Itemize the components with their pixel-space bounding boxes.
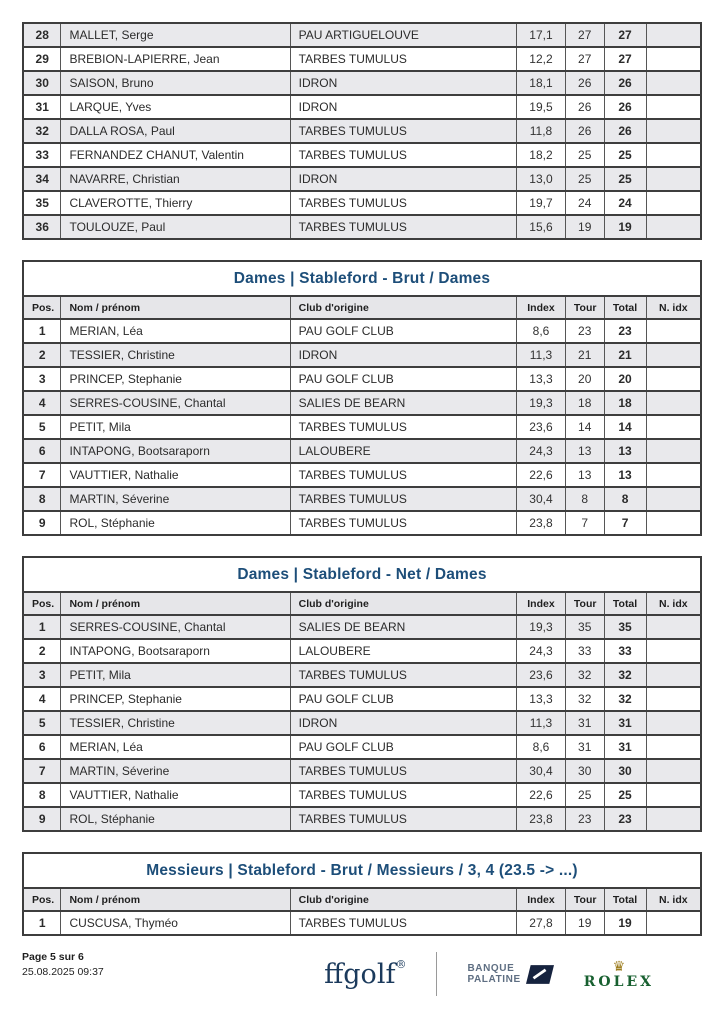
col-header-index: Index [517, 888, 566, 911]
cell-club: IDRON [290, 167, 516, 191]
cell-name: TOULOUZE, Paul [61, 215, 290, 239]
col-header-name: Nom / prénom [61, 592, 290, 615]
table-block-messieurs-brut [22, 852, 702, 936]
cell-nidx [646, 367, 701, 391]
cell-name: PRINCEP, Stephanie [61, 687, 290, 711]
results-table-dames-net [22, 591, 702, 832]
cell-club: LALOUBERE [290, 639, 516, 663]
footer-divider [436, 952, 437, 996]
cell-club: PAU GOLF CLUB [290, 367, 516, 391]
cell-total: 32 [604, 663, 646, 687]
cell-name: ROL, Stéphanie [61, 807, 290, 831]
cell-pos: 8 [23, 783, 61, 807]
cell-nidx [646, 95, 701, 119]
col-header-club: Club d'origine [290, 592, 516, 615]
cell-nidx [646, 319, 701, 343]
header-row [23, 888, 701, 911]
cell-club: TARBES TUMULUS [290, 783, 516, 807]
cell-pos: 4 [23, 391, 61, 415]
cell-name: MARTIN, Séverine [61, 487, 290, 511]
cell-total: 31 [604, 711, 646, 735]
cell-tour: 26 [565, 71, 604, 95]
table-row [23, 511, 701, 535]
table-row [23, 487, 701, 511]
cell-club: SALIES DE BEARN [290, 615, 516, 639]
cell-nidx [646, 167, 701, 191]
cell-tour: 31 [565, 735, 604, 759]
table-row [23, 783, 701, 807]
cell-name: PETIT, Mila [61, 663, 290, 687]
cell-index: 22,6 [517, 463, 566, 487]
cell-index: 11,3 [517, 711, 566, 735]
cell-club: PAU ARTIGUELOUVE [290, 23, 516, 47]
cell-total: 20 [604, 367, 646, 391]
cell-total: 7 [604, 511, 646, 535]
cell-tour: 8 [565, 487, 604, 511]
cell-pos: 5 [23, 415, 61, 439]
cell-index: 23,8 [517, 511, 566, 535]
cell-name: MALLET, Serge [61, 23, 290, 47]
cell-total: 23 [604, 807, 646, 831]
table-row [23, 23, 701, 47]
cell-name: LARQUE, Yves [61, 95, 290, 119]
col-header-tour: Tour [565, 888, 604, 911]
cell-name: MARTIN, Séverine [61, 759, 290, 783]
cell-club: IDRON [290, 71, 516, 95]
cell-tour: 35 [565, 615, 604, 639]
cell-tour: 32 [565, 687, 604, 711]
cell-name: BREBION-LAPIERRE, Jean [61, 47, 290, 71]
cell-tour: 26 [565, 119, 604, 143]
cell-nidx [646, 119, 701, 143]
table-row [23, 463, 701, 487]
table-row [23, 167, 701, 191]
cell-club: TARBES TUMULUS [290, 511, 516, 535]
cell-club: PAU GOLF CLUB [290, 735, 516, 759]
table-row [23, 391, 701, 415]
banque-palatine-flag-icon [526, 965, 554, 984]
cell-index: 19,7 [517, 191, 566, 215]
table-row [23, 119, 701, 143]
cell-club: TARBES TUMULUS [290, 463, 516, 487]
cell-nidx [646, 391, 701, 415]
cell-total: 23 [604, 319, 646, 343]
table-block-dames-net [22, 556, 702, 832]
cell-nidx [646, 71, 701, 95]
col-header-nidx: N. idx [646, 888, 701, 911]
results-table-messieurs-brut [22, 887, 702, 936]
cell-pos: 34 [23, 167, 61, 191]
cell-name: SAISON, Bruno [61, 71, 290, 95]
cell-total: 13 [604, 463, 646, 487]
cell-pos: 29 [23, 47, 61, 71]
cell-name: VAUTTIER, Nathalie [61, 463, 290, 487]
table-row [23, 639, 701, 663]
cell-pos: 4 [23, 687, 61, 711]
cell-tour: 24 [565, 191, 604, 215]
cell-club: TARBES TUMULUS [290, 415, 516, 439]
cell-tour: 30 [565, 759, 604, 783]
cell-name: DALLA ROSA, Paul [61, 119, 290, 143]
table-row [23, 687, 701, 711]
cell-club: TARBES TUMULUS [290, 47, 516, 71]
cell-index: 15,6 [517, 215, 566, 239]
cell-index: 19,5 [517, 95, 566, 119]
col-header-pos: Pos. [23, 592, 61, 615]
cell-pos: 31 [23, 95, 61, 119]
cell-index: 23,6 [517, 663, 566, 687]
cell-total: 33 [604, 639, 646, 663]
cell-pos: 30 [23, 71, 61, 95]
cell-total: 14 [604, 415, 646, 439]
registered-mark-icon: ® [395, 957, 407, 971]
cell-club: IDRON [290, 95, 516, 119]
cell-club: PAU GOLF CLUB [290, 687, 516, 711]
cell-club: IDRON [290, 343, 516, 367]
cell-tour: 20 [565, 367, 604, 391]
cell-total: 8 [604, 487, 646, 511]
cell-tour: 32 [565, 663, 604, 687]
col-header-nidx: N. idx [646, 296, 701, 319]
cell-nidx [646, 143, 701, 167]
cell-index: 23,6 [517, 415, 566, 439]
cell-index: 13,0 [517, 167, 566, 191]
cell-nidx [646, 343, 701, 367]
table-row [23, 415, 701, 439]
cell-nidx [646, 663, 701, 687]
table-title: Messieurs | Stableford - Brut / Messieurs / 3, 4 (23.5 -> ...) [22, 852, 702, 887]
cell-tour: 27 [565, 47, 604, 71]
cell-nidx [646, 23, 701, 47]
cell-index: 19,3 [517, 391, 566, 415]
cell-nidx [646, 639, 701, 663]
cell-pos: 6 [23, 735, 61, 759]
cell-name: VAUTTIER, Nathalie [61, 783, 290, 807]
table-row [23, 711, 701, 735]
table-row [23, 911, 701, 935]
cell-pos: 36 [23, 215, 61, 239]
cell-index: 13,3 [517, 687, 566, 711]
cell-pos: 32 [23, 119, 61, 143]
table-row [23, 319, 701, 343]
cell-index: 11,8 [517, 119, 566, 143]
table-row [23, 663, 701, 687]
cell-index: 27,8 [517, 911, 566, 935]
cell-club: TARBES TUMULUS [290, 143, 516, 167]
cell-club: TARBES TUMULUS [290, 759, 516, 783]
cell-nidx [646, 439, 701, 463]
ffgolf-logo-text: ffgolf [324, 958, 396, 990]
col-header-club: Club d'origine [290, 296, 516, 319]
col-header-nidx: N. idx [646, 592, 701, 615]
table-row [23, 807, 701, 831]
cell-name: CUSCUSA, Thyméo [61, 911, 290, 935]
cell-total: 25 [604, 167, 646, 191]
table-block-continuation [22, 22, 702, 240]
cell-tour: 18 [565, 391, 604, 415]
cell-index: 8,6 [517, 735, 566, 759]
cell-club: IDRON [290, 711, 516, 735]
cell-tour: 26 [565, 95, 604, 119]
table-row [23, 47, 701, 71]
cell-pos: 1 [23, 319, 61, 343]
col-header-club: Club d'origine [290, 888, 516, 911]
banque-palatine-logo-text [467, 963, 520, 986]
col-header-pos: Pos. [23, 888, 61, 911]
cell-index: 17,1 [517, 23, 566, 47]
cell-total: 30 [604, 759, 646, 783]
cell-name: SERRES-COUSINE, Chantal [61, 391, 290, 415]
cell-club: TARBES TUMULUS [290, 119, 516, 143]
col-header-total: Total [604, 888, 646, 911]
col-header-pos: Pos. [23, 296, 61, 319]
col-header-total: Total [604, 296, 646, 319]
cell-total: 26 [604, 95, 646, 119]
cell-name: TESSIER, Christine [61, 343, 290, 367]
cell-index: 13,3 [517, 367, 566, 391]
table-row [23, 143, 701, 167]
cell-nidx [646, 783, 701, 807]
sponsor-logos [324, 950, 654, 996]
table-row [23, 615, 701, 639]
cell-tour: 33 [565, 639, 604, 663]
cell-name: MERIAN, Léa [61, 319, 290, 343]
table-row [23, 343, 701, 367]
table-title: Dames | Stableford - Net / Dames [22, 556, 702, 591]
cell-index: 8,6 [517, 319, 566, 343]
table-title: Dames | Stableford - Brut / Dames [22, 260, 702, 295]
cell-total: 25 [604, 783, 646, 807]
cell-pos: 6 [23, 439, 61, 463]
cell-name: PRINCEP, Stephanie [61, 367, 290, 391]
banque-line2: PALATINE [467, 974, 521, 985]
cell-tour: 27 [565, 23, 604, 47]
rolex-logo [584, 959, 654, 990]
cell-total: 13 [604, 439, 646, 463]
cell-name: TESSIER, Christine [61, 711, 290, 735]
results-table-continuation [22, 22, 702, 240]
cell-total: 25 [604, 143, 646, 167]
cell-nidx [646, 47, 701, 71]
cell-tour: 13 [565, 439, 604, 463]
page-info [22, 950, 104, 979]
cell-total: 19 [604, 215, 646, 239]
cell-tour: 21 [565, 343, 604, 367]
cell-pos: 2 [23, 639, 61, 663]
table-row [23, 215, 701, 239]
header-row [23, 296, 701, 319]
table-row [23, 367, 701, 391]
cell-name: MERIAN, Léa [61, 735, 290, 759]
cell-name: ROL, Stéphanie [61, 511, 290, 535]
cell-index: 12,2 [517, 47, 566, 71]
col-header-name: Nom / prénom [61, 888, 290, 911]
cell-index: 18,2 [517, 143, 566, 167]
cell-club: TARBES TUMULUS [290, 487, 516, 511]
cell-club: TARBES TUMULUS [290, 663, 516, 687]
cell-tour: 7 [565, 511, 604, 535]
cell-pos: 7 [23, 759, 61, 783]
page-footer [22, 950, 702, 996]
cell-pos: 9 [23, 511, 61, 535]
col-header-tour: Tour [565, 592, 604, 615]
table-row [23, 735, 701, 759]
cell-nidx [646, 911, 701, 935]
cell-total: 31 [604, 735, 646, 759]
col-header-tour: Tour [565, 296, 604, 319]
cell-nidx [646, 687, 701, 711]
cell-nidx [646, 415, 701, 439]
col-header-index: Index [517, 296, 566, 319]
table-row [23, 191, 701, 215]
table-row [23, 439, 701, 463]
cell-club: TARBES TUMULUS [290, 215, 516, 239]
cell-nidx [646, 615, 701, 639]
cell-club: TARBES TUMULUS [290, 191, 516, 215]
cell-tour: 25 [565, 167, 604, 191]
cell-nidx [646, 735, 701, 759]
cell-name: INTAPONG, Bootsaraporn [61, 639, 290, 663]
cell-name: NAVARRE, Christian [61, 167, 290, 191]
cell-total: 18 [604, 391, 646, 415]
banque-palatine-logo [467, 963, 553, 986]
cell-club: SALIES DE BEARN [290, 391, 516, 415]
cell-index: 18,1 [517, 71, 566, 95]
cell-total: 24 [604, 191, 646, 215]
cell-name: CLAVEROTTE, Thierry [61, 191, 290, 215]
cell-tour: 25 [565, 783, 604, 807]
cell-nidx [646, 807, 701, 831]
cell-pos: 35 [23, 191, 61, 215]
banque-line1: BANQUE [467, 962, 515, 974]
cell-tour: 23 [565, 807, 604, 831]
cell-index: 24,3 [517, 639, 566, 663]
table-row [23, 71, 701, 95]
cell-club: LALOUBERE [290, 439, 516, 463]
cell-total: 35 [604, 615, 646, 639]
table-block-dames-brut [22, 260, 702, 536]
cell-tour: 14 [565, 415, 604, 439]
cell-nidx [646, 487, 701, 511]
col-header-total: Total [604, 592, 646, 615]
cell-pos: 8 [23, 487, 61, 511]
table-row [23, 95, 701, 119]
cell-index: 22,6 [517, 783, 566, 807]
crown-icon: ♛ [612, 957, 626, 974]
cell-name: FERNANDEZ CHANUT, Valentin [61, 143, 290, 167]
cell-pos: 1 [23, 615, 61, 639]
cell-index: 19,3 [517, 615, 566, 639]
cell-total: 26 [604, 119, 646, 143]
rolex-logo-text: ROLEX [583, 973, 654, 990]
col-header-index: Index [517, 592, 566, 615]
timestamp: 25.08.2025 09:37 [22, 965, 104, 978]
cell-tour: 13 [565, 463, 604, 487]
cell-pos: 3 [23, 367, 61, 391]
cell-total: 26 [604, 71, 646, 95]
cell-total: 27 [604, 47, 646, 71]
cell-tour: 19 [565, 911, 604, 935]
cell-total: 32 [604, 687, 646, 711]
cell-club: TARBES TUMULUS [290, 911, 516, 935]
cell-index: 24,3 [517, 439, 566, 463]
cell-pos: 3 [23, 663, 61, 687]
cell-name: INTAPONG, Bootsaraporn [61, 439, 290, 463]
header-row [23, 592, 701, 615]
cell-pos: 9 [23, 807, 61, 831]
cell-nidx [646, 463, 701, 487]
cell-nidx [646, 511, 701, 535]
cell-nidx [646, 759, 701, 783]
cell-pos: 5 [23, 711, 61, 735]
cell-index: 30,4 [517, 759, 566, 783]
cell-total: 21 [604, 343, 646, 367]
cell-tour: 19 [565, 215, 604, 239]
cell-nidx [646, 711, 701, 735]
cell-nidx [646, 215, 701, 239]
cell-tour: 23 [565, 319, 604, 343]
cell-pos: 7 [23, 463, 61, 487]
cell-total: 19 [604, 911, 646, 935]
results-table-dames-brut [22, 295, 702, 536]
cell-pos: 1 [23, 911, 61, 935]
cell-nidx [646, 191, 701, 215]
cell-pos: 33 [23, 143, 61, 167]
cell-pos: 28 [23, 23, 61, 47]
cell-index: 11,3 [517, 343, 566, 367]
cell-name: SERRES-COUSINE, Chantal [61, 615, 290, 639]
table-row [23, 759, 701, 783]
col-header-name: Nom / prénom [61, 296, 290, 319]
cell-name: PETIT, Mila [61, 415, 290, 439]
cell-index: 23,8 [517, 807, 566, 831]
cell-index: 30,4 [517, 487, 566, 511]
cell-club: TARBES TUMULUS [290, 807, 516, 831]
cell-pos: 2 [23, 343, 61, 367]
cell-total: 27 [604, 23, 646, 47]
cell-club: PAU GOLF CLUB [290, 319, 516, 343]
cell-tour: 25 [565, 143, 604, 167]
cell-tour: 31 [565, 711, 604, 735]
ffgolf-logo [324, 957, 407, 990]
page-number: Page 5 sur 6 [22, 951, 84, 963]
